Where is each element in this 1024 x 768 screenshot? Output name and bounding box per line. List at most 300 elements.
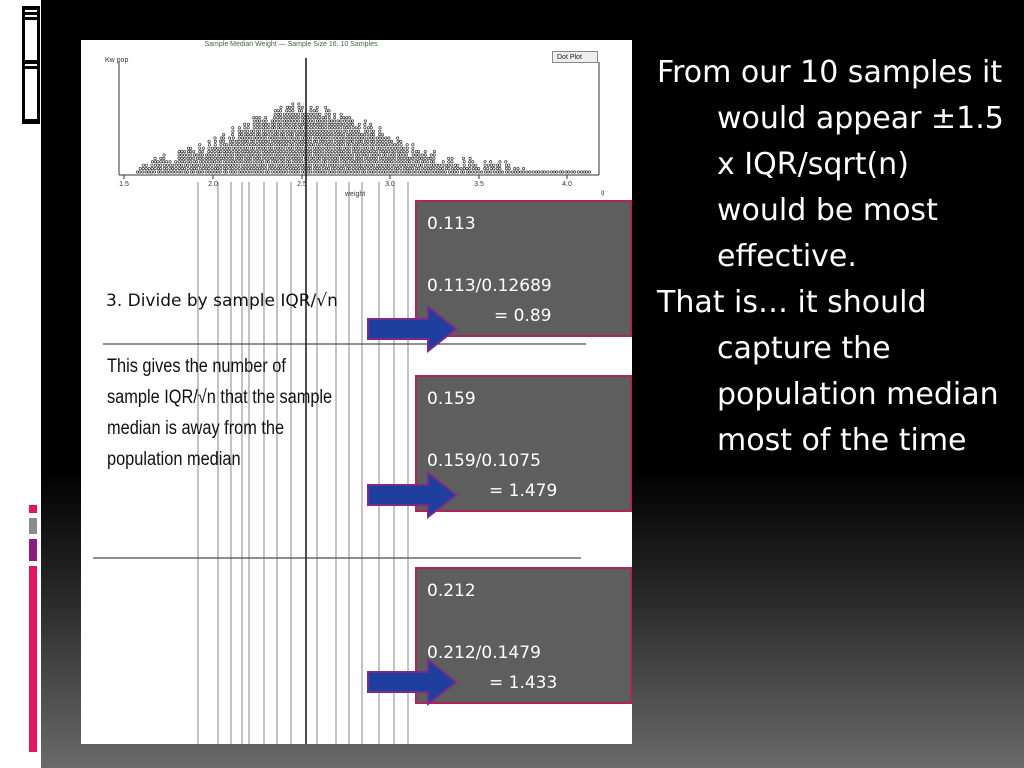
data-dot bbox=[559, 171, 561, 173]
data-dot bbox=[361, 171, 363, 173]
data-dot bbox=[325, 137, 327, 139]
data-dot bbox=[208, 147, 210, 149]
data-dot bbox=[367, 157, 369, 159]
data-dot bbox=[331, 147, 333, 149]
data-dot bbox=[259, 150, 261, 152]
data-dot bbox=[349, 161, 351, 163]
data-dot bbox=[277, 167, 279, 169]
data-dot bbox=[463, 167, 465, 169]
data-dot bbox=[415, 171, 417, 173]
data-dot bbox=[277, 144, 279, 146]
data-dot bbox=[235, 140, 237, 142]
data-dot bbox=[244, 144, 246, 146]
data-dot bbox=[372, 130, 374, 132]
data-dot bbox=[333, 113, 335, 115]
data-dot bbox=[378, 167, 380, 169]
data-dot bbox=[343, 150, 345, 152]
data-dot bbox=[336, 127, 338, 129]
data-dot bbox=[283, 130, 285, 132]
data-dot bbox=[433, 154, 435, 156]
data-dot bbox=[253, 140, 255, 142]
data-dot bbox=[505, 167, 507, 169]
data-dot bbox=[315, 116, 317, 118]
data-dot bbox=[364, 161, 366, 163]
data-dot bbox=[382, 157, 384, 159]
data-dot bbox=[249, 161, 251, 163]
data-dot bbox=[292, 144, 294, 146]
data-dot bbox=[220, 154, 222, 156]
data-dot bbox=[295, 133, 297, 135]
data-dot bbox=[313, 171, 315, 173]
data-dot bbox=[232, 137, 234, 139]
data-dot bbox=[238, 130, 240, 132]
data-dot bbox=[319, 171, 321, 173]
data-dot bbox=[508, 171, 510, 173]
data-dot bbox=[367, 140, 369, 142]
data-dot bbox=[282, 144, 284, 146]
data-dot bbox=[553, 171, 555, 173]
data-dot bbox=[331, 171, 333, 173]
data-dot bbox=[229, 164, 231, 166]
data-dot bbox=[322, 144, 324, 146]
data-dot bbox=[271, 140, 273, 142]
data-dot bbox=[169, 167, 171, 169]
data-dot bbox=[253, 116, 255, 118]
data-dot bbox=[187, 161, 189, 163]
data-dot bbox=[183, 161, 185, 163]
data-dot bbox=[265, 127, 267, 129]
data-dot bbox=[244, 164, 246, 166]
data-dot bbox=[316, 133, 318, 135]
data-dot bbox=[295, 154, 297, 156]
data-dot bbox=[163, 154, 165, 156]
data-dot bbox=[238, 161, 240, 163]
data-dot bbox=[196, 164, 198, 166]
data-dot bbox=[387, 144, 389, 146]
data-dot bbox=[358, 167, 360, 169]
data-dot bbox=[370, 161, 372, 163]
data-dot bbox=[309, 171, 311, 173]
data-dot bbox=[385, 157, 387, 159]
data-dot bbox=[328, 130, 330, 132]
data-dot bbox=[316, 157, 318, 159]
data-dot bbox=[361, 133, 363, 135]
data-dot bbox=[337, 133, 339, 135]
data-dot bbox=[280, 147, 282, 149]
data-dot bbox=[202, 147, 204, 149]
data-dot bbox=[372, 140, 374, 142]
data-dot bbox=[328, 150, 330, 152]
data-dot bbox=[364, 167, 366, 169]
data-dot bbox=[259, 127, 261, 129]
data-dot bbox=[274, 133, 276, 135]
data-dot bbox=[313, 130, 315, 132]
data-dot bbox=[325, 113, 327, 115]
data-dot bbox=[175, 171, 177, 173]
data-dot bbox=[274, 110, 276, 112]
data-dot bbox=[264, 164, 266, 166]
data-dot bbox=[246, 150, 248, 152]
data-dot bbox=[157, 164, 159, 166]
data-dot bbox=[247, 123, 249, 125]
data-dot bbox=[285, 140, 287, 142]
data-dot bbox=[190, 164, 192, 166]
data-dot bbox=[196, 157, 198, 159]
data-dot bbox=[469, 157, 471, 159]
data-dot bbox=[265, 130, 267, 132]
data-dot bbox=[400, 161, 402, 163]
data-dot bbox=[412, 154, 414, 156]
data-dot bbox=[247, 133, 249, 135]
data-dot bbox=[523, 171, 525, 173]
data-dot bbox=[300, 147, 302, 149]
data-dot bbox=[286, 116, 288, 118]
data-dot bbox=[280, 123, 282, 125]
data-dot bbox=[229, 144, 231, 146]
data-dot bbox=[205, 167, 207, 169]
data-dot bbox=[412, 171, 414, 173]
data-dot bbox=[219, 171, 221, 173]
data-dot bbox=[301, 130, 303, 132]
data-dot bbox=[292, 110, 294, 112]
data-dot bbox=[346, 154, 348, 156]
data-dot bbox=[451, 157, 453, 159]
data-dot bbox=[226, 147, 228, 149]
data-dot bbox=[244, 157, 246, 159]
data-dot bbox=[297, 171, 299, 173]
data-dot bbox=[391, 144, 393, 146]
data-dot bbox=[442, 164, 444, 166]
data-dot bbox=[382, 140, 384, 142]
data-dot bbox=[238, 147, 240, 149]
data-dot bbox=[292, 157, 294, 159]
data-dot bbox=[364, 157, 366, 159]
box-formula: 0.113/0.12689 bbox=[427, 276, 552, 296]
data-dot bbox=[223, 144, 225, 146]
data-dot bbox=[411, 167, 413, 169]
window-pane-logo-icon bbox=[22, 6, 40, 124]
data-dot bbox=[232, 161, 234, 163]
data-dot bbox=[289, 127, 291, 129]
plot-xlabel: weight bbox=[345, 191, 366, 198]
data-dot bbox=[348, 150, 350, 152]
data-dot bbox=[375, 150, 377, 152]
data-dot bbox=[256, 161, 258, 163]
data-dot bbox=[295, 150, 297, 152]
data-dot bbox=[277, 161, 279, 163]
data-dot bbox=[493, 164, 495, 166]
data-dot bbox=[442, 167, 444, 169]
data-dot bbox=[250, 140, 252, 142]
data-dot bbox=[268, 150, 270, 152]
data-dot bbox=[277, 164, 279, 166]
data-dot bbox=[316, 130, 318, 132]
data-dot bbox=[310, 150, 312, 152]
data-dot bbox=[264, 137, 266, 139]
data-dot bbox=[187, 167, 189, 169]
data-dot bbox=[243, 123, 245, 125]
data-dot bbox=[280, 127, 282, 129]
data-dot bbox=[415, 154, 417, 156]
data-dot bbox=[195, 167, 197, 169]
data-dot bbox=[163, 157, 165, 159]
data-dot bbox=[352, 144, 354, 146]
data-dot bbox=[430, 167, 432, 169]
data-dot bbox=[249, 137, 251, 139]
data-dot bbox=[394, 144, 396, 146]
data-dot bbox=[262, 133, 264, 135]
data-dot bbox=[262, 171, 264, 173]
bullet-item: From our 10 samples it would appear ±1.5 x IQR/sqrt(n) would be most effective. bbox=[657, 55, 1004, 274]
data-dot bbox=[247, 164, 249, 166]
data-dot bbox=[172, 164, 174, 166]
data-dot bbox=[520, 171, 522, 173]
data-dot bbox=[229, 140, 231, 142]
data-dot bbox=[313, 154, 315, 156]
data-dot bbox=[229, 167, 231, 169]
data-dot bbox=[286, 123, 288, 125]
data-dot bbox=[424, 164, 426, 166]
data-dot bbox=[163, 164, 165, 166]
data-dot bbox=[231, 133, 233, 135]
data-dot bbox=[517, 167, 519, 169]
data-dot bbox=[208, 161, 210, 163]
data-dot bbox=[331, 164, 333, 166]
data-dot bbox=[358, 133, 360, 135]
data-dot bbox=[297, 154, 299, 156]
data-dot bbox=[258, 157, 260, 159]
data-dot bbox=[472, 164, 474, 166]
data-dot bbox=[577, 171, 579, 173]
x-tick-label: 4.0 bbox=[562, 181, 572, 188]
data-dot bbox=[264, 140, 266, 142]
data-dot bbox=[364, 123, 366, 125]
data-dot bbox=[208, 164, 210, 166]
data-dot bbox=[258, 167, 260, 169]
data-dot bbox=[178, 167, 180, 169]
data-dot bbox=[244, 147, 246, 149]
data-dot bbox=[346, 157, 348, 159]
data-dot bbox=[346, 167, 348, 169]
data-dot bbox=[285, 171, 287, 173]
data-dot bbox=[256, 137, 258, 139]
data-dot bbox=[367, 144, 369, 146]
data-dot bbox=[280, 120, 282, 122]
data-dot bbox=[235, 167, 237, 169]
data-dot bbox=[274, 164, 276, 166]
data-dot bbox=[280, 106, 282, 108]
data-dot bbox=[286, 113, 288, 115]
data-dot bbox=[283, 116, 285, 118]
data-dot bbox=[337, 171, 339, 173]
data-dot bbox=[397, 144, 399, 146]
data-dot bbox=[199, 144, 201, 146]
data-dot bbox=[340, 116, 342, 118]
data-dot bbox=[309, 154, 311, 156]
data-dot bbox=[283, 167, 285, 169]
data-dot bbox=[286, 154, 288, 156]
data-dot bbox=[346, 164, 348, 166]
data-dot bbox=[271, 120, 273, 122]
data-dot bbox=[358, 144, 360, 146]
data-dot bbox=[232, 130, 234, 132]
data-dot bbox=[331, 154, 333, 156]
data-dot bbox=[232, 147, 234, 149]
data-dot bbox=[432, 167, 434, 169]
data-dot bbox=[342, 144, 344, 146]
data-dot bbox=[310, 144, 312, 146]
data-dot bbox=[379, 127, 381, 129]
data-dot bbox=[238, 144, 240, 146]
data-dot bbox=[154, 164, 156, 166]
data-dot bbox=[253, 167, 255, 169]
data-dot bbox=[400, 167, 402, 169]
data-dot bbox=[352, 127, 354, 129]
data-dot bbox=[301, 144, 303, 146]
data-dot bbox=[526, 171, 528, 173]
data-dot bbox=[214, 150, 216, 152]
data-dot bbox=[319, 144, 321, 146]
data-dot bbox=[391, 164, 393, 166]
data-dot bbox=[178, 157, 180, 159]
data-dot bbox=[265, 144, 267, 146]
data-dot bbox=[511, 171, 513, 173]
data-dot bbox=[211, 157, 213, 159]
data-dot bbox=[355, 164, 357, 166]
data-dot bbox=[322, 171, 324, 173]
left-margin bbox=[0, 0, 41, 768]
data-dot bbox=[361, 154, 363, 156]
data-dot bbox=[322, 137, 324, 139]
data-dot bbox=[391, 157, 393, 159]
data-dot bbox=[268, 144, 270, 146]
data-dot bbox=[340, 150, 342, 152]
data-dot bbox=[348, 154, 350, 156]
step-label: 3. Divide by sample IQR/√n bbox=[106, 291, 338, 311]
data-dot bbox=[355, 161, 357, 163]
data-dot bbox=[331, 137, 333, 139]
data-dot bbox=[319, 147, 321, 149]
data-dot bbox=[289, 157, 291, 159]
data-dot bbox=[412, 147, 414, 149]
data-dot bbox=[388, 147, 390, 149]
data-dot bbox=[277, 157, 279, 159]
data-dot bbox=[232, 140, 234, 142]
data-dot bbox=[253, 127, 255, 129]
data-dot bbox=[342, 133, 344, 135]
data-dot bbox=[400, 150, 402, 152]
data-dot bbox=[358, 150, 360, 152]
data-dot bbox=[274, 147, 276, 149]
data-dot bbox=[217, 150, 219, 152]
data-dot bbox=[331, 123, 333, 125]
data-dot bbox=[366, 154, 368, 156]
data-dot bbox=[280, 157, 282, 159]
data-dot bbox=[292, 167, 294, 169]
data-dot bbox=[313, 161, 315, 163]
data-dot bbox=[343, 137, 345, 139]
data-dot bbox=[402, 154, 404, 156]
data-dot bbox=[298, 144, 300, 146]
data-dot bbox=[403, 157, 405, 159]
data-dot bbox=[295, 123, 297, 125]
data-dot bbox=[340, 167, 342, 169]
data-dot bbox=[355, 133, 357, 135]
data-dot bbox=[235, 147, 237, 149]
data-dot bbox=[331, 144, 333, 146]
data-dot bbox=[214, 144, 216, 146]
data-dot bbox=[250, 130, 252, 132]
data-dot bbox=[537, 171, 539, 173]
data-dot bbox=[340, 113, 342, 115]
data-dot bbox=[318, 167, 320, 169]
data-dot bbox=[259, 140, 261, 142]
data-dot bbox=[322, 120, 324, 122]
data-dot bbox=[307, 113, 309, 115]
data-dot bbox=[334, 130, 336, 132]
data-dot bbox=[337, 154, 339, 156]
data-dot bbox=[343, 147, 345, 149]
data-dot bbox=[277, 137, 279, 139]
data-dot bbox=[328, 140, 330, 142]
data-dot bbox=[352, 161, 354, 163]
data-dot bbox=[367, 161, 369, 163]
data-dot bbox=[310, 116, 312, 118]
data-dot bbox=[253, 154, 255, 156]
data-dot bbox=[199, 147, 201, 149]
data-dot bbox=[397, 164, 399, 166]
data-dot bbox=[223, 147, 225, 149]
data-dot bbox=[379, 154, 381, 156]
data-dot bbox=[372, 164, 374, 166]
data-dot bbox=[301, 167, 303, 169]
data-dot bbox=[334, 147, 336, 149]
data-dot bbox=[201, 171, 203, 173]
data-dot bbox=[484, 171, 486, 173]
data-dot bbox=[253, 130, 255, 132]
data-dot bbox=[316, 167, 318, 169]
data-dot bbox=[373, 167, 375, 169]
bullet-item: That is… it should capture the population median most of the time bbox=[657, 285, 999, 458]
data-dot bbox=[414, 164, 416, 166]
data-dot bbox=[280, 161, 282, 163]
data-dot bbox=[376, 171, 378, 173]
data-dot bbox=[466, 167, 468, 169]
data-dot bbox=[343, 157, 345, 159]
data-dot bbox=[319, 154, 321, 156]
data-dot bbox=[220, 144, 222, 146]
data-dot bbox=[355, 157, 357, 159]
data-dot bbox=[391, 147, 393, 149]
x-tick-label: 2.0 bbox=[208, 181, 218, 188]
data-dot bbox=[267, 123, 269, 125]
data-dot bbox=[418, 157, 420, 159]
data-dot bbox=[247, 161, 249, 163]
data-dot bbox=[268, 167, 270, 169]
data-dot bbox=[223, 161, 225, 163]
data-dot bbox=[322, 154, 324, 156]
data-dot bbox=[226, 144, 228, 146]
data-dot bbox=[271, 150, 273, 152]
data-dot bbox=[403, 167, 405, 169]
data-dot bbox=[262, 157, 264, 159]
data-dot bbox=[280, 140, 282, 142]
data-dot bbox=[382, 137, 384, 139]
plot-type-dropdown[interactable]: Dot Plot bbox=[552, 51, 598, 63]
data-dot bbox=[412, 164, 414, 166]
data-dot bbox=[183, 150, 185, 152]
data-dot bbox=[352, 147, 354, 149]
